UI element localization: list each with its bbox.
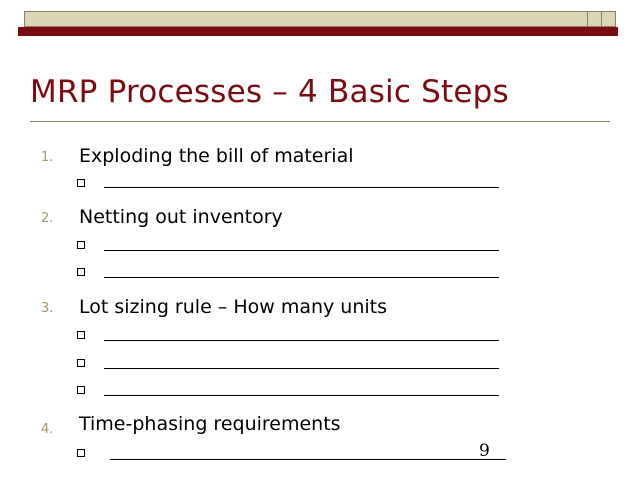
hollow-square-bullet-icon [77, 179, 85, 187]
page-number: 9 [479, 441, 490, 461]
fill-in-blank-line [104, 394, 499, 396]
fill-in-blank-line [104, 249, 499, 251]
step-number: 3. [41, 301, 54, 316]
fill-in-blank-line [104, 186, 499, 188]
step-number: 4. [41, 422, 54, 437]
step-number: 1. [41, 150, 54, 165]
fill-in-blank-line [110, 458, 506, 460]
step-number: 2. [41, 211, 54, 226]
hollow-square-bullet-icon [77, 359, 85, 367]
step-label: Lot sizing rule – How many units [79, 296, 388, 318]
hollow-square-bullet-icon [77, 268, 85, 276]
fill-in-blank-line [104, 339, 499, 341]
hollow-square-bullet-icon [77, 386, 85, 394]
hollow-square-bullet-icon [77, 449, 85, 457]
fill-in-blank-line [104, 367, 499, 369]
fill-in-blank-line [104, 276, 499, 278]
slide-title: MRP Processes – 4 Basic Steps [30, 74, 509, 110]
step-label: Exploding the bill of material [79, 145, 354, 167]
step-label: Netting out inventory [79, 206, 283, 228]
hollow-square-bullet-icon [77, 331, 85, 339]
step-label: Time-phasing requirements [79, 413, 341, 435]
hollow-square-bullet-icon [77, 241, 85, 249]
